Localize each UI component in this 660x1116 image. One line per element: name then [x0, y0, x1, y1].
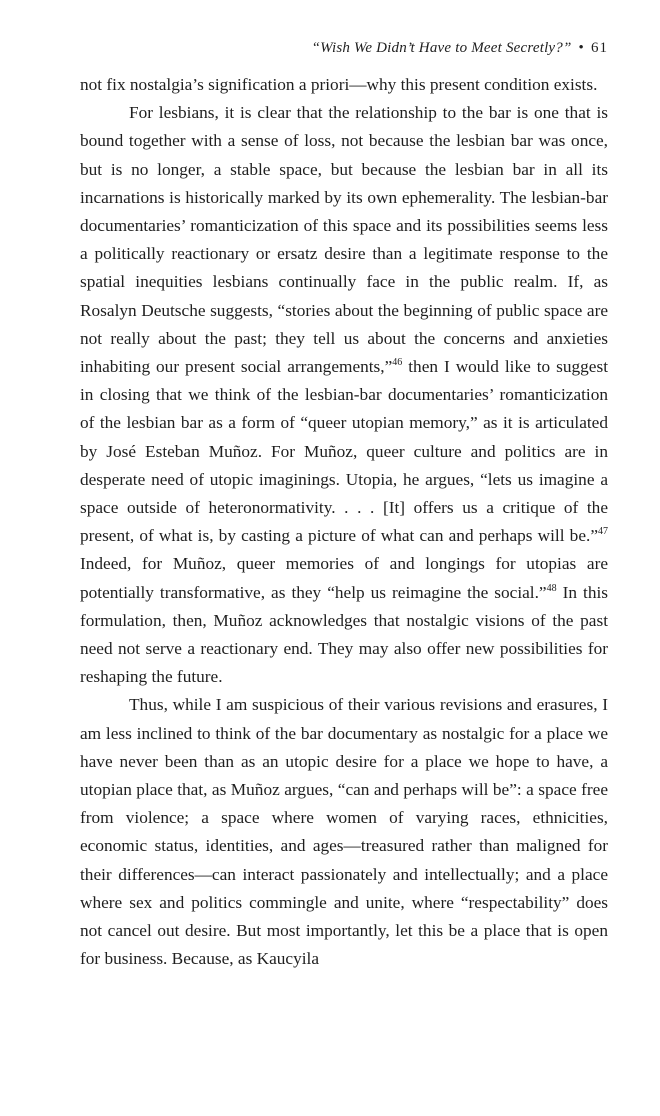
- chapter-title: “Wish We Didn’t Have to Meet Secretly?”: [311, 40, 572, 56]
- paragraph-text: For lesbians, it is clear that the relationship to the bar is one that is bound together with a sense of loss, not because the lesbian bar was once, but is no longer, a stable space, but because the lesbian bar in all its incarnations is historically marked by its own ephemerality. The lesbian-bar documentaries’ romanticization of this space and its possibilities seems less a politically reactionary or ersatz desire than a legitimate response to the spatial inequities lesbians continually face in the public realm. If, as Rosalyn Deutsche suggests, “stories about the beginning of public space are not really about the past; they tell us about the concerns and anxieties inhabiting our present social arrangements,”: [80, 103, 608, 377]
- paragraph-text: Indeed, for Muñoz, queer memories of and longings for utopias are potentially transformative, as they “help us reimagine the social.”: [80, 554, 608, 602]
- paragraph-text: Thus, while I am suspicious of their various revisions and erasures, I am less inclined to think of the bar documentary as nostalgic for a place we have never been than as an utopic desire for a place we hope to have, a utopian place that, as Muñoz argues, “can and perhaps will be”: a space free from violence; a space where women of varying races, ethnicities, economic status, identities, and ages—treasured rather than maligned for their differences—can interact passionately and intellectually; and a place where sex and politics commingle and unite, where “respectability” does not cancel out desire. But most importantly, let this be a place that is open for business. Because, as Kaucyila: [80, 695, 608, 969]
- body-text: [80, 71, 608, 974]
- page-number: 61: [591, 40, 608, 56]
- footnote-reference: 46: [392, 357, 403, 369]
- paragraph: [80, 99, 608, 691]
- footnote-reference: 48: [546, 582, 557, 594]
- paragraph-text: not fix nostalgia’s signification a priori—why this present condition exists.: [80, 75, 598, 94]
- header-separator: •: [578, 40, 584, 56]
- paragraph: [80, 71, 608, 99]
- running-head: [80, 36, 608, 60]
- paragraph-text: then I would like to suggest in closing that we think of the lesbian-bar documentaries’ romanticization of the lesbian bar as a form of “queer utopian memory,” as it is articulated by José Esteban Muñoz. For Muñoz, queer culture and politics are in desperate need of utopic imaginings. Utopia, he argues, “lets us imagine a space outside of heteronormativity. . . . [It] offers us a critique of the present, of what is, by casting a picture of what can and perhaps will be.”: [80, 357, 608, 546]
- paragraph: [80, 691, 608, 973]
- paragraph-text: In this formulation, then, Muñoz acknowledges that nostalgic visions of the past need not serve a reactionary end. They may also offer new possibilities for reshaping the future.: [80, 582, 608, 687]
- footnote-reference: 47: [598, 526, 608, 538]
